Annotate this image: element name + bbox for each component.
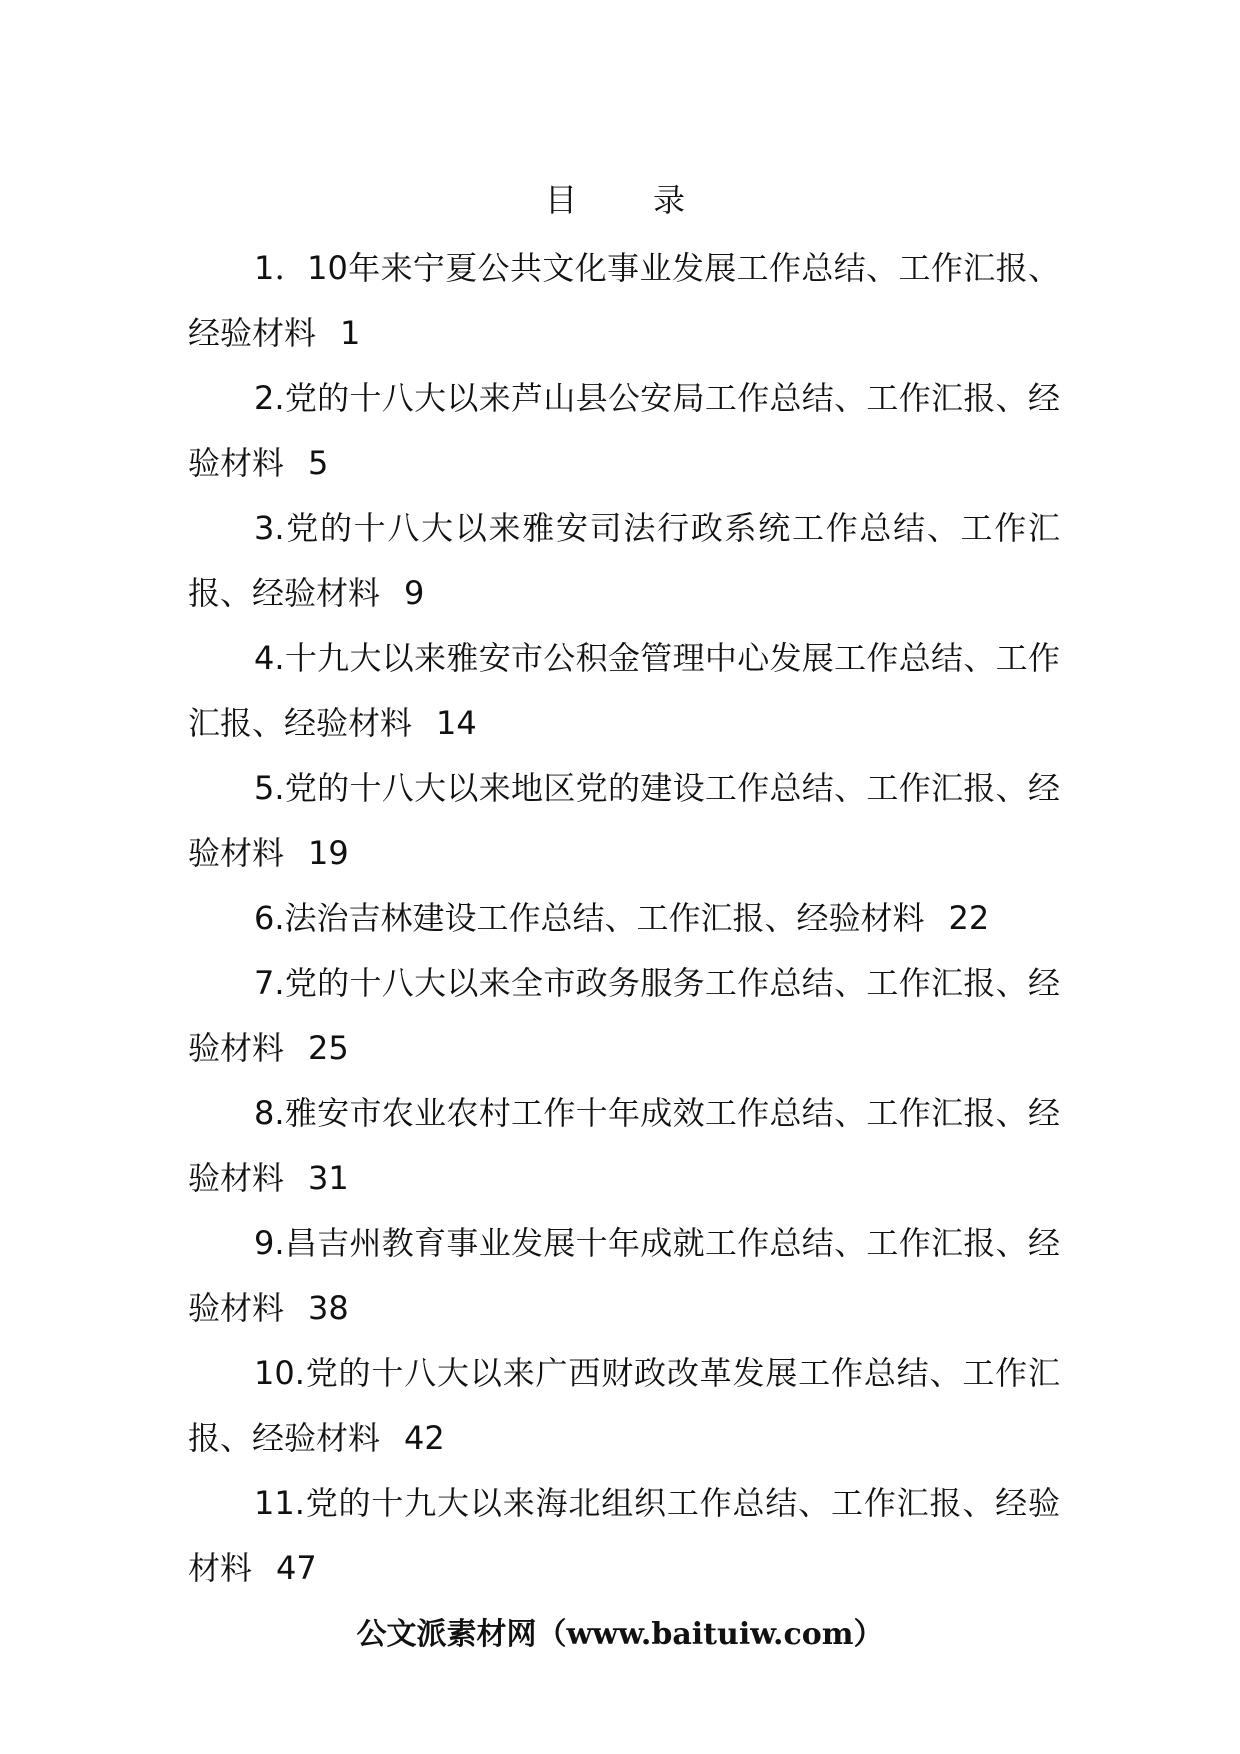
toc-entry-page: 25 <box>308 1029 349 1067</box>
toc-title: 目 录 <box>544 181 707 219</box>
toc-entry-page: 47 <box>276 1549 317 1587</box>
toc-entry[interactable] <box>188 1211 1060 1341</box>
toc-entry[interactable] <box>188 1081 1060 1211</box>
toc-entry[interactable] <box>188 496 1060 626</box>
toc-entry[interactable] <box>188 1471 1060 1601</box>
toc-entry-page: 19 <box>308 834 349 872</box>
toc-entry-text: 3.党的十八大以来雅安司法行政系统工作总结、工作汇报、经验材料 <box>188 509 1060 612</box>
toc-entry[interactable] <box>188 756 1060 886</box>
toc-entry-page: 9 <box>404 574 425 612</box>
toc-entry-text: 9.昌吉州教育事业发展十年成就工作总结、工作汇报、经验材料 <box>188 1224 1060 1327</box>
toc-entry[interactable] <box>188 236 1060 366</box>
toc-entry-page: 14 <box>436 704 477 742</box>
toc-entry-page: 22 <box>948 899 990 937</box>
toc-entry-text: 6.法治吉林建设工作总结、工作汇报、经验材料 <box>254 899 925 937</box>
toc-entry[interactable] <box>188 626 1060 756</box>
toc-entry-text: 2.党的十八大以来芦山县公安局工作总结、工作汇报、经验材料 <box>188 379 1060 482</box>
toc-entry-text: 8.雅安市农业农村工作十年成效工作总结、工作汇报、经验材料 <box>188 1094 1060 1197</box>
toc-entry-page: 5 <box>308 444 329 482</box>
toc-entry[interactable] <box>188 886 1060 951</box>
toc-entry-page: 38 <box>308 1289 349 1327</box>
toc-entry[interactable] <box>188 366 1060 496</box>
toc-entry-text: 11.党的十九大以来海北组织工作总结、工作汇报、经验材料 <box>188 1484 1060 1587</box>
toc-entry-text: 5.党的十八大以来地区党的建设工作总结、工作汇报、经验材料 <box>188 769 1060 872</box>
toc-entry-page: 31 <box>308 1159 349 1197</box>
toc-list <box>188 236 1060 1601</box>
footer-watermark: 公文派素材网（www.baituiw.com） <box>356 1617 884 1652</box>
toc-entry[interactable] <box>188 951 1060 1081</box>
toc-entry-text: 10.党的十八大以来广西财政改革发展工作总结、工作汇报、经验材料 <box>188 1354 1060 1457</box>
toc-entry-text: 1．10年来宁夏公共文化事业发展工作总结、工作汇报、经验材料 <box>188 249 1060 352</box>
toc-entry[interactable] <box>188 1341 1060 1471</box>
toc-entry-text: 4.十九大以来雅安市公积金管理中心发展工作总结、工作汇报、经验材料 <box>188 639 1060 742</box>
toc-entry-page: 1 <box>340 314 361 352</box>
toc-entry-page: 42 <box>404 1419 445 1457</box>
toc-entry-text: 7.党的十八大以来全市政务服务工作总结、工作汇报、经验材料 <box>188 964 1060 1067</box>
